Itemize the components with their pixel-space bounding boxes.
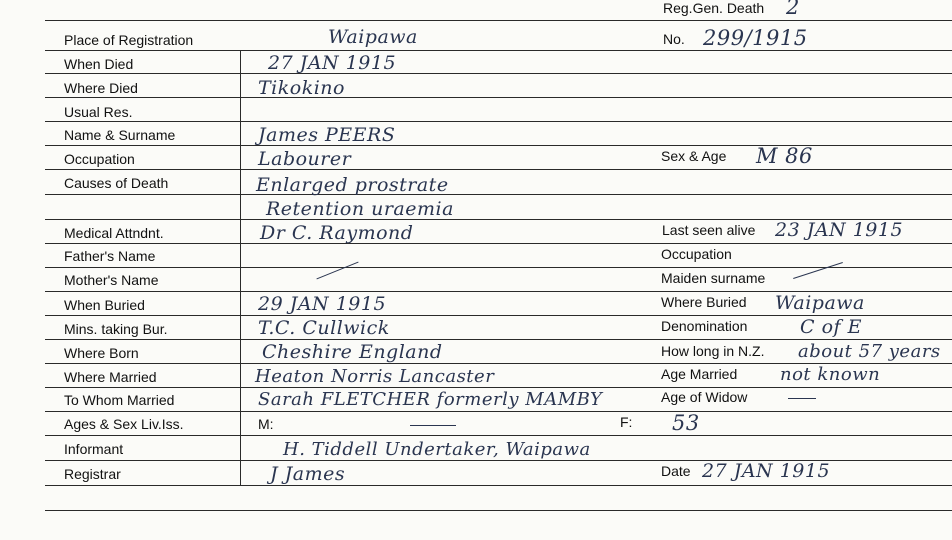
label-last-seen-alive: Last seen alive xyxy=(662,222,756,238)
form-rule xyxy=(45,20,952,21)
label-mins-taking-bur: Mins. taking Bur. xyxy=(64,321,168,337)
value-mins-taking-bur: T.C. Cullwick xyxy=(258,317,390,339)
value-registration-no: 299/1915 xyxy=(703,26,808,50)
form-rule xyxy=(45,243,952,244)
label-maiden-surname: Maiden surname xyxy=(661,270,766,286)
value-informant: H. Tiddell Undertaker, Waipawa xyxy=(283,439,591,460)
label-name-surname: Name & Surname xyxy=(64,127,176,143)
form-rule xyxy=(45,435,952,436)
value-where-died: Tikokino xyxy=(258,77,345,99)
form-rule xyxy=(45,485,952,486)
value-registrar: J James xyxy=(270,463,346,485)
label-age-married: Age Married xyxy=(661,366,738,382)
label-to-whom-married: To Whom Married xyxy=(64,392,175,408)
blank-dash-mark xyxy=(788,398,816,399)
form-rule xyxy=(45,510,952,511)
label-how-long-nz: How long in N.Z. xyxy=(661,343,765,359)
form-rule xyxy=(45,387,952,388)
label-mothers-name: Mother's Name xyxy=(64,272,159,288)
label-causes-of-death: Causes of Death xyxy=(64,175,169,191)
value-when-died: 27 JAN 1915 xyxy=(268,52,397,74)
value-where-married: Heaton Norris Lancaster xyxy=(255,366,495,387)
reg-gen-death-value: 2 xyxy=(786,0,800,19)
label-sex-age: Sex & Age xyxy=(661,148,727,164)
value-last-seen-alive: 23 JAN 1915 xyxy=(775,219,904,241)
blank-dash-mark xyxy=(316,262,358,280)
label-date: Date xyxy=(661,463,691,479)
label-issue-male: M: xyxy=(258,416,274,432)
value-where-buried: Waipawa xyxy=(775,292,865,314)
value-medical-attndnt: Dr C. Raymond xyxy=(260,222,414,244)
form-rule xyxy=(45,73,952,74)
value-where-born: Cheshire England xyxy=(262,341,443,363)
form-rule xyxy=(45,121,952,122)
reg-gen-death-label: Reg.Gen. Death xyxy=(663,0,765,16)
label-fathers-name: Father's Name xyxy=(64,248,156,264)
form-rule xyxy=(45,50,952,51)
value-name-surname: James PEERS xyxy=(258,124,396,146)
label-where-died: Where Died xyxy=(64,80,138,96)
label-where-married: Where Married xyxy=(64,369,157,385)
form-rule xyxy=(45,97,952,98)
label-medical-attndnt: Medical Attndnt. xyxy=(64,225,164,241)
blank-dash-mark xyxy=(410,425,456,426)
value-when-buried: 29 JAN 1915 xyxy=(258,293,387,315)
value-place-of-registration: Waipawa xyxy=(328,26,418,48)
value-sex-age: M 86 xyxy=(756,144,813,168)
value-date: 27 JAN 1915 xyxy=(702,460,831,482)
value-to-whom-married: Sarah FLETCHER formerly MAMBY xyxy=(258,389,603,410)
form-rule xyxy=(45,339,952,340)
label-denomination: Denomination xyxy=(661,318,748,334)
value-age-married: not known xyxy=(780,364,881,385)
label-father-occupation: Occupation xyxy=(661,246,732,262)
value-how-long-nz: about 57 years xyxy=(798,341,941,362)
form-rule xyxy=(45,194,952,195)
label-place-of-registration: Place of Registration xyxy=(64,32,194,48)
value-cause-of-death-2: Retention uraemia xyxy=(266,198,454,220)
form-rule xyxy=(45,145,952,146)
label-registrar: Registrar xyxy=(64,466,121,482)
label-informant: Informant xyxy=(64,441,124,457)
label-when-died: When Died xyxy=(64,56,134,72)
label-when-buried: When Buried xyxy=(64,297,145,313)
form-rule xyxy=(45,267,952,268)
value-issue-female: 53 xyxy=(672,411,700,435)
value-denomination: C of E xyxy=(800,316,862,338)
column-divider xyxy=(240,50,241,485)
value-cause-of-death-1: Enlarged prostrate xyxy=(256,174,449,196)
label-ages-sex-liv-iss: Ages & Sex Liv.Iss. xyxy=(64,416,184,432)
label-occupation: Occupation xyxy=(64,151,135,167)
label-issue-female: F: xyxy=(620,414,633,430)
label-usual-res: Usual Res. xyxy=(64,104,133,120)
label-where-born: Where Born xyxy=(64,345,139,361)
label-where-buried: Where Buried xyxy=(661,294,747,310)
label-age-of-widow: Age of Widow xyxy=(661,389,748,405)
blank-dash-mark xyxy=(793,262,843,279)
label-no: No. xyxy=(663,31,685,47)
value-occupation: Labourer xyxy=(258,148,352,170)
form-rule xyxy=(45,169,952,170)
form-rule xyxy=(45,411,952,412)
